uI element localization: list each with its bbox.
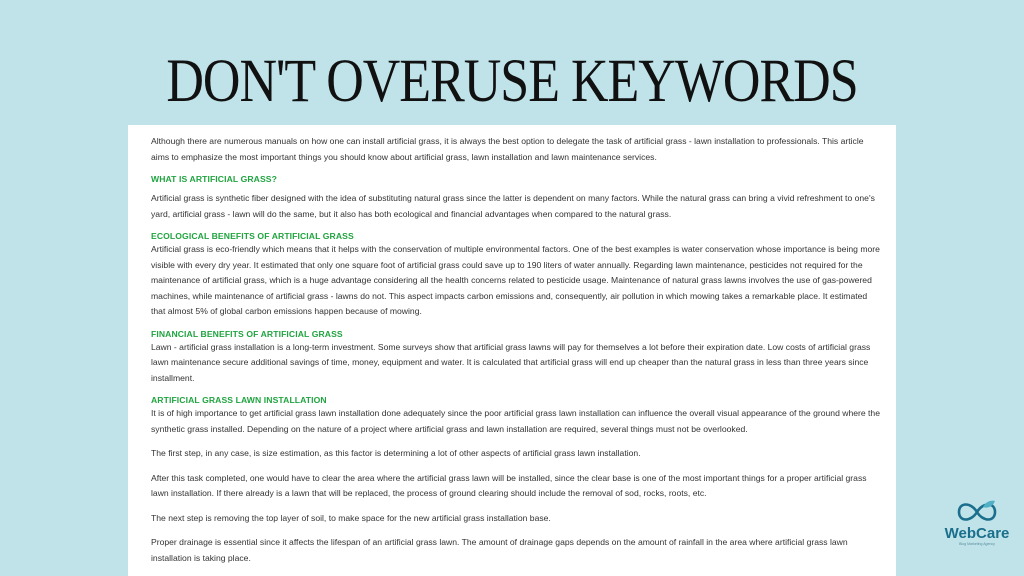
section-paragraph: Artificial grass is eco-friendly which means that it helps with the conservation of multiple environmental factors. One of the best examples is water conservation whose importance is being more visible with every dry year. It estimated that only one square foot of artificial grass could save up to 190 liters of water annually. Regarding lawn maintenance, pesticides not required for the maintenance of artificial grass, which is a huge advantage considering all the health concerns related to pesticide usage. Maintenance of natural grass lawns involves the use of gas-powered machines, while maintenance of artificial grass - lawns do not. This aspect impacts carbon emissions and, consequently, air pollution in which mowing takes a remarkable place. It estimated that almost 5% of global carbon emissions happen because of mowing. — [151, 244, 880, 316]
article-content — [128, 125, 896, 576]
infinity-leaf-icon — [938, 498, 1016, 526]
logo-tagline: Blog Marketing Agency — [959, 542, 995, 546]
logo-name: WebCare — [944, 525, 1010, 542]
section-heading-what-is: WHAT IS ARTIFICIAL GRASS? — [151, 174, 277, 184]
section-paragraph: Artificial grass is synthetic fiber designed with the idea of substituting natural grass since the latter is dependent on many factors. While the natural grass can bring a vivid refreshment to one's yard, artificial grass - lawn will do the same, but it also has both ecological and financial advantages when compared to the natural grass. — [151, 193, 875, 219]
section-heading-financial: FINANCIAL BENEFITS OF ARTIFICIAL GRASS — [151, 328, 343, 339]
section-heading-ecological: ECOLOGICAL BENEFITS OF ARTIFICIAL GRASS — [151, 231, 354, 241]
article-intro: Although there are numerous manuals on how one can install artificial grass, it is always the best option to delegate the task of artificial grass - lawn installation to professionals. This article aims to emphasize the most important things you should know about artificial grass, lawn installation and lawn maintenance services. — [151, 136, 864, 162]
section-paragraph: Proper drainage is essential since it affects the lifespan of an artificial grass lawn. The amount of drainage gaps depends on the amount of rainfall in the area where artificial grass lawn installation is taking place. — [151, 537, 848, 563]
webcare-logo — [938, 498, 1016, 558]
section-heading-installation: ARTIFICIAL GRASS LAWN INSTALLATION — [151, 395, 327, 405]
section-paragraph: The first step, in any case, is size estimation, as this factor is determining a lot of other aspects of artificial grass lawn installation. — [151, 448, 641, 458]
section-paragraph: After this task completed, one would have to clear the area where the artificial grass lawn will be installed, since the clear base is one of the most important things for a proper artificial grass lawn installation. If there already is a lawn that will be replaced, the process of ground clearing should include the removal of sod, rocks, roots, etc. — [151, 472, 867, 498]
section-paragraph: It is of high importance to get artificial grass lawn installation done adequately since the poor artificial grass lawn installation can influence the overall visual appearance of the ground where the synthetic grass installed. Depending on the nature of a project where artificial grass and lawn installation are required, several things must not be overlooked. — [151, 408, 880, 434]
page-title: DON'T OVERUSE KEYWORDS — [166, 47, 858, 116]
section-paragraph: The next step is removing the top layer of soil, to make space for the new artificial grass installation base. — [151, 512, 551, 523]
section-paragraph: Lawn - artificial grass installation is a long-term investment. Some surveys show that artificial grass lawns will pay for themselves a lot before their expiration date. Low costs of artificial grass lawn maintenance secure additional savings of time, money, equipment and water. It is calculated that artificial grass will end up cheaper than the natural grass in less than three years since installment. — [151, 341, 871, 383]
